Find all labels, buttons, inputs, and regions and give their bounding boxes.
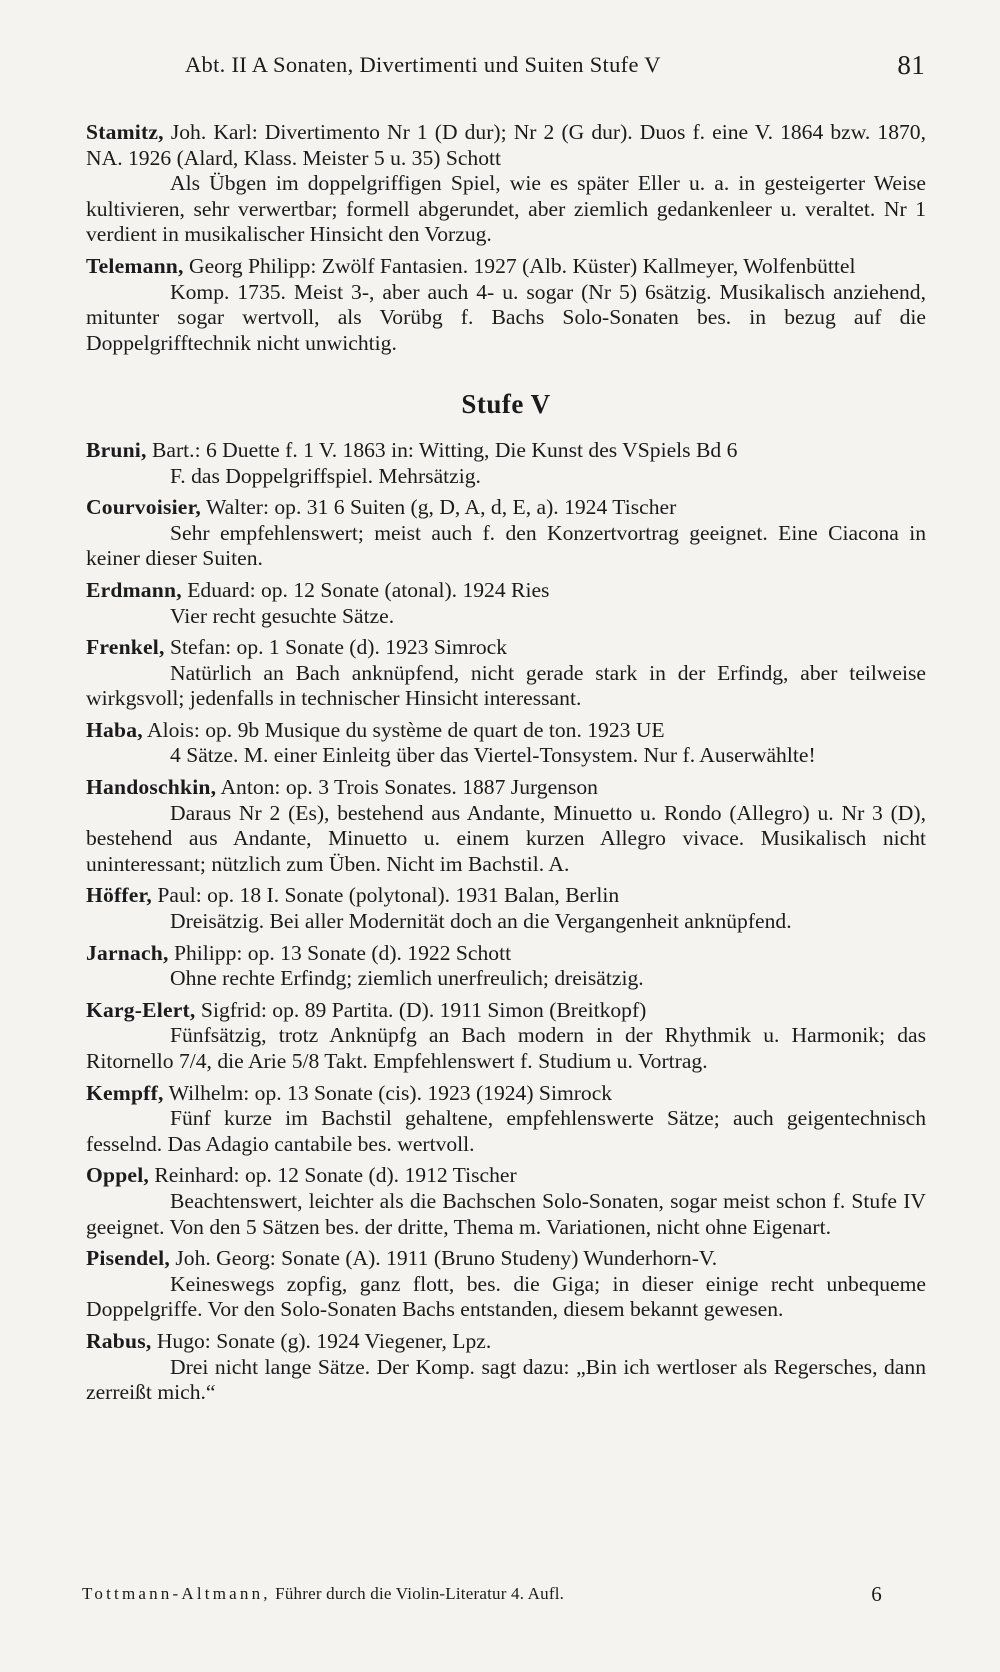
work-info: Walter: op. 31 6 Suiten (g, D, A, d, E, a). 1924 Tischer (200, 495, 677, 520)
work-description: Keineswegs zopfig, ganz flott, bes. die Giga; in dieser einige recht unbequeme Doppelgriffe. Vor den Solo-Sonaten Bachs entstanden, diesem bekannt gewesen. (86, 1271, 926, 1322)
work-info: Joh. Karl: Divertimento Nr 1 (D dur); Nr 2 (G dur). Duos f. eine V. 1864 bzw. 1870, NA. 1926 (Alard, Klass. Meister 5 u. 35) Schott (86, 120, 926, 170)
entry-stamitz (86, 120, 926, 248)
composer-name: Karg-Elert, (86, 997, 196, 1022)
entry-hoeffer (86, 883, 926, 934)
work-info: Eduard: op. 12 Sonate (atonal). 1924 Ries (181, 577, 550, 602)
work-info: Georg Philipp: Zwölf Fantasien. 1927 (Alb. Küster) Kallmeyer, Wolfenbüttel (183, 253, 856, 278)
composer-name: Courvoisier, (86, 495, 201, 520)
composer-name: Höffer, (86, 883, 152, 908)
entry-telemann (86, 254, 926, 356)
sheet-signature: 6 (871, 1582, 882, 1606)
composer-name: Handoschkin, (86, 775, 217, 800)
entry-oppel (86, 1163, 926, 1240)
composer-name: Kempff, (86, 1080, 164, 1105)
composer-name: Erdmann, (86, 577, 182, 602)
work-info: Sigfrid: op. 89 Partita. (D). 1911 Simon (Breitkopf) (195, 997, 647, 1022)
work-description: Drei nicht lange Sätze. Der Komp. sagt dazu: „Bin ich wertloser als Regersches, dann zerreißt mich.“ (86, 1354, 926, 1405)
work-description: Vier recht gesuchte Sätze. (170, 603, 395, 628)
entry-kempff (86, 1081, 926, 1158)
composer-name: Pisendel, (86, 1246, 170, 1271)
entry-haba (86, 718, 926, 769)
work-description: Natürlich an Bach anknüpfend, nicht gerade stark in der Erfindg, aber teilweise wirkgsvoll; jedenfalls in technischer Hinsicht interessant. (86, 660, 926, 711)
work-description: Als Übgen im doppelgriffigen Spiel, wie es später Eller u. a. in gesteigerter Weise kultivieren, sehr verwertbar; formell abgerundet, aber ziemlich gedankenleer u. veraltet. Nr 1 verdient in musikalischer Hinsicht den Vorzug. (86, 171, 926, 247)
work-description: Beachtenswert, leichter als die Bachschen Solo-Sonaten, sogar meist schon f. Stufe IV geeignet. Von den 5 Sätzen bes. der dritte, Thema m. Variationen, nicht ohne Eigenart. (86, 1188, 926, 1239)
entry-bruni (86, 438, 926, 489)
work-description: Komp. 1735. Meist 3-, aber auch 4- u. sogar (Nr 5) 6sätzig. Musikalisch anziehend, mitunter sogar wertvoll, als Vorübg f. Bachs Solo-Sonaten bes. in bezug auf die Doppelgrifftechnik nicht unwichtig. (86, 279, 926, 355)
running-title: Abt. II A Sonaten, Divertimenti und Suiten Stufe V (185, 52, 661, 77)
page-number: 81 (897, 50, 925, 80)
work-info: Reinhard: op. 12 Sonate (d). 1912 Tischer (149, 1163, 517, 1188)
composer-name: Bruni, (86, 437, 147, 462)
entry-jarnach (86, 941, 926, 992)
work-description: F. das Doppelgriffspiel. Mehrsätzig. (170, 463, 481, 488)
entry-pisendel (86, 1246, 926, 1323)
work-info: Alois: op. 9b Musique du système de quart de ton. 1923 UE (142, 717, 665, 742)
work-description: Daraus Nr 2 (Es), bestehend aus Andante, Minuetto u. Rondo (Allegro) u. Nr 3 (D), bestehend aus Andante, Minuetto u. einem kurzen Allegro vivace. Musikalisch nicht uninteressant; nützlich zum Üben. Nicht im Bachstil. A. (86, 800, 926, 876)
work-description: Fünfsätzig, trotz Anknüpfg an Bach modern in der Rhythmik u. Harmonik; das Ritornello 7/4, die Arie 5/8 Takt. Empfehlenswert f. Studium u. Vortrag. (86, 1023, 926, 1073)
composer-name: Haba, (86, 717, 143, 742)
work-info: Wilhelm: op. 13 Sonate (cis). 1923 (1924) Simrock (163, 1080, 613, 1105)
entry-frenkel (86, 635, 926, 712)
composer-name: Frenkel, (86, 635, 165, 660)
page-header (185, 52, 925, 78)
work-info: Anton: op. 3 Trois Sonates. 1887 Jurgenson (216, 775, 598, 800)
entry-handoschkin (86, 775, 926, 877)
work-description: Fünf kurze im Bachstil gehaltene, empfehlenswerte Sätze; auch geigentechnisch fesselnd. Das Adagio cantabile bes. wertvoll. (86, 1106, 926, 1156)
section-heading: Stufe V (461, 389, 551, 420)
composer-name: Rabus, (86, 1328, 152, 1353)
work-info: Paul: op. 18 I. Sonate (polytonal). 1931 Balan, Berlin (151, 883, 620, 908)
work-description: 4 Sätze. M. einer Einleitg über das Viertel-Tonsystem. Nur f. Auserwählte! (170, 743, 816, 768)
work-info: Hugo: Sonate (g). 1924 Viegener, Lpz. (151, 1328, 492, 1353)
work-info: Philipp: op. 13 Sonate (d). 1922 Schott (168, 940, 512, 965)
footer-authors: Tottmann-Altmann, (82, 1584, 271, 1603)
composer-name: Telemann, (86, 253, 184, 278)
page-footer (82, 1584, 882, 1604)
footer-title: Führer durch die Violin-Literatur 4. Aufl. (270, 1584, 565, 1603)
entry-courvoisier (86, 495, 926, 572)
composer-name: Oppel, (86, 1163, 149, 1188)
work-info: Bart.: 6 Duette f. 1 V. 1863 in: Witting, Die Kunst des VSpiels Bd 6 (146, 437, 738, 462)
entry-rabus (86, 1329, 926, 1406)
work-description: Sehr empfehlenswert; meist auch f. den Konzertvortrag geeignet. Eine Ciacona in keiner dieser Suiten. (86, 520, 926, 571)
entry-erdmann (86, 578, 926, 629)
composer-name: Stamitz, (86, 120, 164, 144)
work-description: Dreisätzig. Bei aller Modernität doch an die Vergangenheit anknüpfend. (170, 909, 792, 934)
work-info: Joh. Georg: Sonate (A). 1911 (Bruno Studeny) Wunderhorn-V. (169, 1246, 718, 1271)
page-body (86, 120, 926, 1412)
composer-name: Jarnach, (86, 940, 169, 965)
work-info: Stefan: op. 1 Sonate (d). 1923 Simrock (164, 635, 508, 660)
work-description: Ohne rechte Erfindg; ziemlich unerfreulich; dreisätzig. (170, 966, 644, 991)
entry-karg-elert (86, 998, 926, 1075)
